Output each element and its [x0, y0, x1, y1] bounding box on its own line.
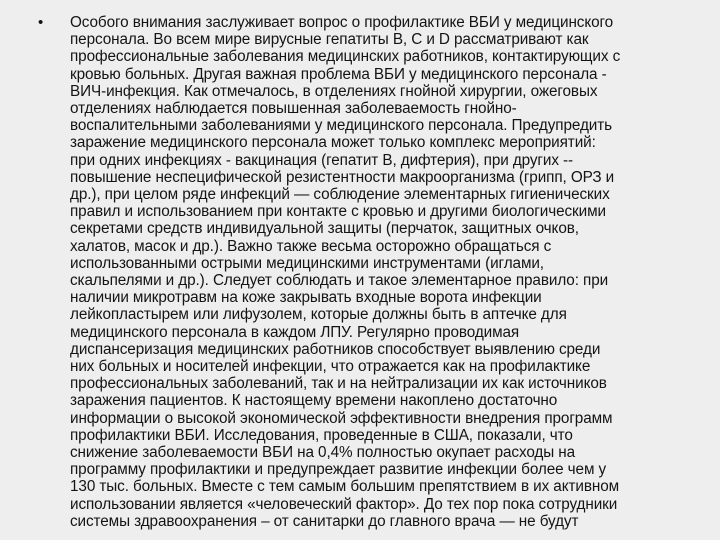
text-line: снижение заболеваемости ВБИ на 0,4% полностью окупает расходы на [70, 444, 576, 462]
text-line: кровью больных. Другая важная проблема ВБИ у медицинского персонала - [70, 65, 607, 83]
text-line: воспалительными заболеваниями у медицинского персонала. Предупредить [70, 117, 612, 135]
text-line: наличии микротравм на коже закрывать входные ворота инфекции [70, 289, 542, 307]
text-line: профессиональных заболеваний, так и на нейтрализации их как источников [70, 375, 607, 393]
text-line: программу профилактики и предупреждает развитие инфекции более чем у [70, 461, 607, 479]
text-line: скальпелями и др.). Следует соблюдать и такое элементарное правило: при [70, 272, 609, 290]
text-line: них больных и носителей инфекции, что отражается как на профилактике [70, 358, 591, 376]
text-line: медицинского персонала в каждом ЛПУ. Регулярно проводимая [70, 323, 520, 341]
text-line: лейкопластырем или лифузолем, которые должны быть в аптечке для [70, 306, 567, 324]
text-line: при одних инфекциях - вакцинация (гепатит В, дифтерия), при других -- [70, 151, 574, 169]
text-line: заражения пациентов. К настоящему времени накоплено достаточно [70, 392, 558, 410]
text-line: секретами средств индивидуальной защиты (перчаток, защитных очков, [70, 220, 579, 238]
text-line: персонала. Во всем мире вирусные гепатиты В, С и D рассматривают как [70, 31, 589, 49]
text-line: халатов, масок и др.). Важно также весьма осторожно обращаться с [70, 237, 552, 255]
text-line: заражение медицинского персонала может только комплекс мероприятий: [70, 134, 596, 152]
text-line: отделениях наблюдается повышенная заболеваемость гнойно- [70, 100, 517, 118]
text-line: использованными острыми медицинскими инструментами (иглами, [70, 254, 544, 272]
text-line: диспансеризация медицинских работников способствует выявлению среди [70, 340, 601, 358]
body-paragraph [70, 14, 706, 530]
bullet-marker: • [38, 14, 44, 31]
text-line: ВИЧ-инфекция. Как отмечалось, в отделениях гнойной хирургии, ожеговых [70, 82, 598, 100]
text-line: профилактики ВБИ. Исследования, проведенные в США, показали, что [70, 426, 573, 444]
text-line: использовании является «человеческий фактор». До тех пор пока сотрудники [70, 495, 618, 513]
text-line: профессиональные заболевания медицинских работников, контактирующих с [70, 48, 621, 66]
text-line: повышение неспецифической резистентности макроорганизма (грипп, ОРЗ и [70, 168, 615, 186]
text-line: Особого внимания заслуживает вопрос о профилактике ВБИ у медицинского [70, 14, 614, 31]
text-line: 130 тыс. больных. Вместе с тем самым большим препятствием в их активном [70, 478, 620, 496]
text-line: правил и использованием при контакте с кровью и другими биологическими [70, 203, 606, 221]
text-line: информации о высокой экономической эффективности внедрения программ [70, 409, 613, 427]
text-line: системы здравоохранения – от санитарки до главного врача — не будут [70, 512, 579, 530]
text-line: др.), при целом ряде инфекций — соблюдение элементарных гигиенических [70, 186, 610, 204]
